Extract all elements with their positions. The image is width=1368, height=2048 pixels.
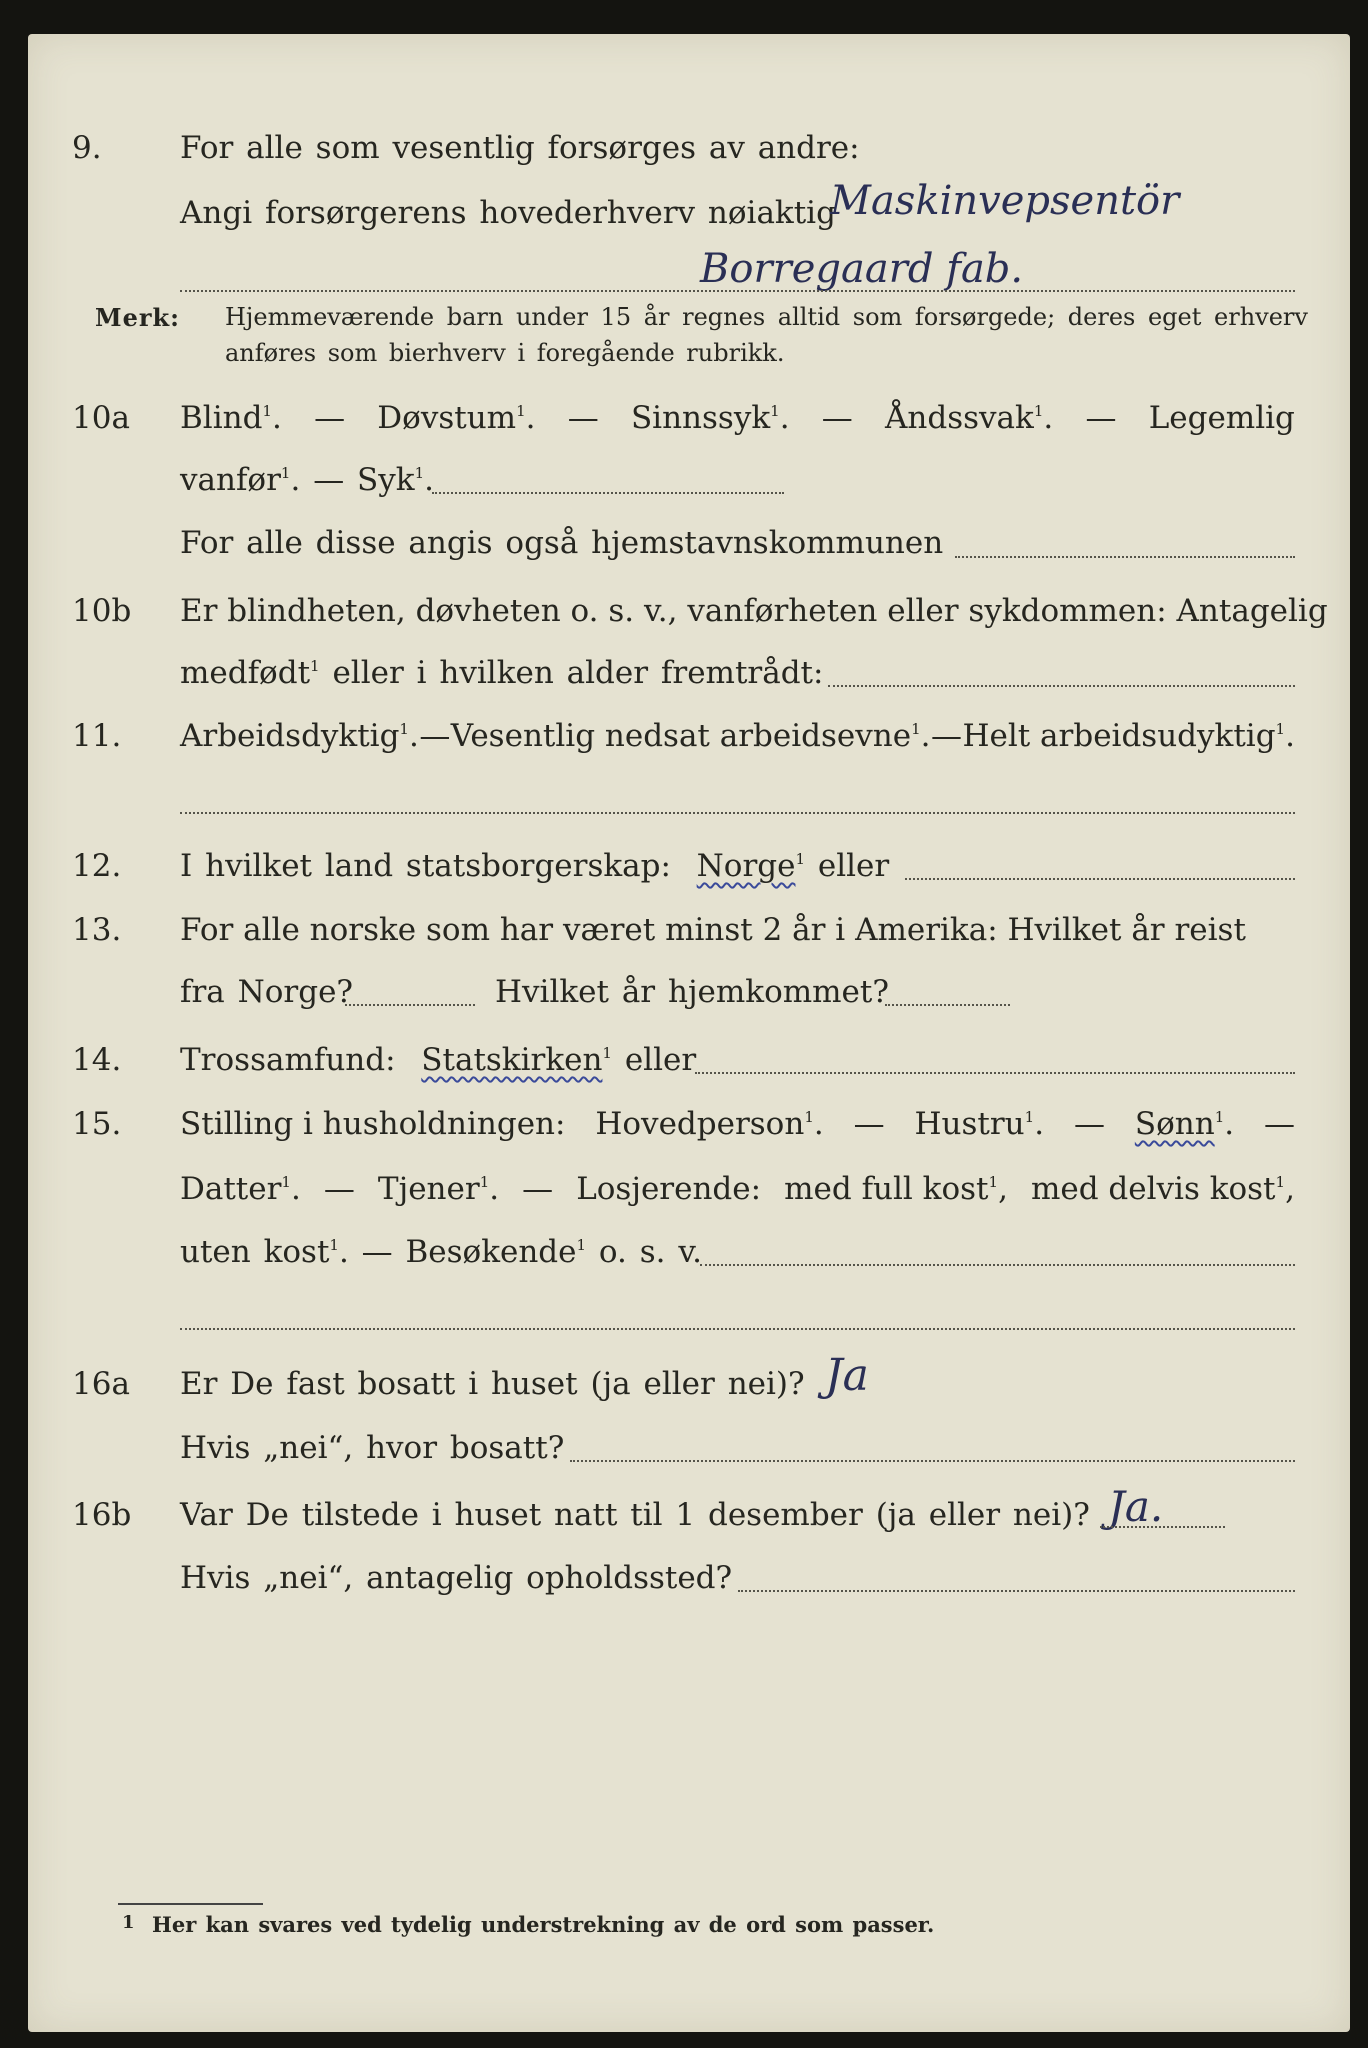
q16b-answer-line [738, 1590, 1295, 1592]
q15-line2: Datter$^1$. — Tjener$^1$. — Losjerende: med full kost$^1$, med delvis kost$^1$, [180, 1171, 1295, 1207]
option-hovedperson: Hovedperson [595, 1106, 805, 1142]
census-form-page [28, 34, 1350, 2032]
q16b-number: 16b [72, 1497, 132, 1533]
merk-line2: anføres som bierhverv i foregående rubrikk. [225, 339, 785, 367]
q9-line2: Angi forsørgerens hovederhverv nøiaktig [180, 195, 836, 231]
option-nedsat-arbeidsevne: Vesentlig nedsat arbeidsevne [450, 718, 912, 754]
q9-answer-line [180, 290, 1295, 292]
q10a-hjemstavn-answer-line [955, 556, 1295, 558]
option-tjener: Tjener [377, 1171, 480, 1207]
option-norge-underlined: Norge [696, 848, 796, 884]
option-delvis-kost: med delvis kost [1030, 1171, 1276, 1207]
q10b-line1: Er blindheten, døvheten o. s. v., vanførheten eller sykdommen: Antagelig [180, 593, 1328, 629]
option-legemlig: Legemlig [1148, 400, 1295, 436]
q9-line1: For alle som vesentlig forsørges av andre: [180, 130, 860, 166]
q10b-line2: medfødt$^1$ eller i hvilken alder fremtrådt: [180, 655, 824, 691]
footnote-text: Her kan svares ved tydelig understrekning av de ord som passer. [152, 1912, 935, 1937]
q12-line: I hvilket land statsborgerskap: Norge$^1$ eller [180, 848, 890, 884]
option-hustru: Hustru [914, 1106, 1025, 1142]
q10a-line1: Blind$^1$. — Døvstum$^1$. — Sinnssyk$^1$. — Åndssvak$^1$. — Legemlig [180, 400, 1295, 436]
option-blind: Blind [180, 400, 263, 436]
q10a-line3: For alle disse angis også hjemstavnskommunen [180, 525, 944, 561]
q12-answer-line [905, 878, 1295, 880]
q13-line2a: fra Norge? [180, 974, 354, 1010]
q10a-syk-answer-line [432, 492, 784, 494]
q13-line1: For alle norske som har været minst 2 år i Amerika: Hvilket år reist [180, 912, 1246, 948]
option-datter: Datter [180, 1171, 282, 1207]
q10a-number: 10a [72, 400, 130, 436]
option-vanfor: vanfør [180, 462, 281, 498]
q13-hjemkommet-answer-line [885, 1004, 1010, 1006]
q16a-line1: Er De fast bosatt i huset (ja eller nei)? [180, 1366, 805, 1402]
q15-answer-line1 [700, 1264, 1295, 1266]
option-arbeidsdyktig: Arbeidsdyktig [180, 718, 400, 754]
q14-number: 14. [72, 1042, 122, 1078]
q10b-answer-line [828, 685, 1295, 687]
q15-line3: uten kost$^1$. — Besøkende$^1$ o. s. v. [180, 1234, 703, 1270]
q16a-handwritten-answer: Ja [825, 1350, 869, 1401]
q14-answer-line [695, 1072, 1295, 1074]
option-andssvak: Åndssvak [885, 400, 1034, 436]
option-sonn-underlined: Sønn [1134, 1106, 1215, 1142]
option-uten-kost: uten kost [180, 1234, 330, 1270]
q11-number: 11. [72, 718, 122, 754]
merk-line1: Hjemmeværende barn under 15 år regnes alltid som forsørgede; deres eget erhverv [225, 303, 1308, 331]
q14-line: Trossamfund: Statskirken$^1$ eller [180, 1042, 697, 1078]
option-statskirken-underlined: Statskirken [421, 1042, 603, 1078]
q13-line2b: Hvilket år hjemkommet? [495, 974, 889, 1010]
q13-reist-answer-line [345, 1004, 475, 1006]
q10b-number: 10b [72, 593, 132, 629]
option-arbeidsudyktig: Helt arbeidsudyktig [962, 718, 1276, 754]
q10a-line2: vanfør$^1$. — Syk$^1$. [180, 462, 434, 498]
option-full-kost: med full kost [784, 1171, 989, 1207]
q11-line: Arbeidsdyktig$^1$. — Vesentlig nedsat arbeidsevne$^1$. — Helt arbeidsudyktig$^1$. [180, 718, 1295, 754]
q12-number: 12. [72, 848, 122, 884]
q16b-handwritten-answer: Ja. [1108, 1482, 1164, 1531]
merk-label: Merk: [95, 303, 180, 332]
q9-number: 9. [72, 130, 102, 166]
q9-handwritten-employer: Borregaard fab. [700, 246, 1024, 292]
q16b-line1: Var De tilstede i huset natt til 1 desember (ja eller nei)? [180, 1497, 1090, 1533]
q16a-number: 16a [72, 1366, 130, 1402]
q16b-line2: Hvis „nei“, antagelig opholdssted? [180, 1560, 733, 1596]
q15-answer-line2 [180, 1328, 1295, 1330]
q11-answer-line [180, 812, 1295, 814]
option-sinnssyk: Sinnssyk [630, 400, 771, 436]
option-besokende: Besøkende [405, 1234, 577, 1270]
q9-handwritten-occupation: Maskinvepsentör [830, 178, 1180, 224]
q16a-answer-line [570, 1460, 1295, 1462]
option-syk: Syk [357, 462, 415, 498]
q13-number: 13. [72, 912, 122, 948]
q15-number: 15. [72, 1106, 122, 1142]
option-losjerende: Losjerende: [576, 1171, 762, 1207]
q15-line1: Stilling i husholdningen: Hovedperson$^1$. — Hustru$^1$. — Sønn$^1$. — [180, 1106, 1295, 1142]
q16a-line2: Hvis „nei“, hvor bosatt? [180, 1430, 565, 1466]
footnote-rule [118, 1903, 263, 1905]
option-dovstum: Døvstum [377, 400, 517, 436]
footnote-mark: 1 [122, 1912, 135, 1933]
q16b-answer-line-short [1100, 1526, 1225, 1528]
